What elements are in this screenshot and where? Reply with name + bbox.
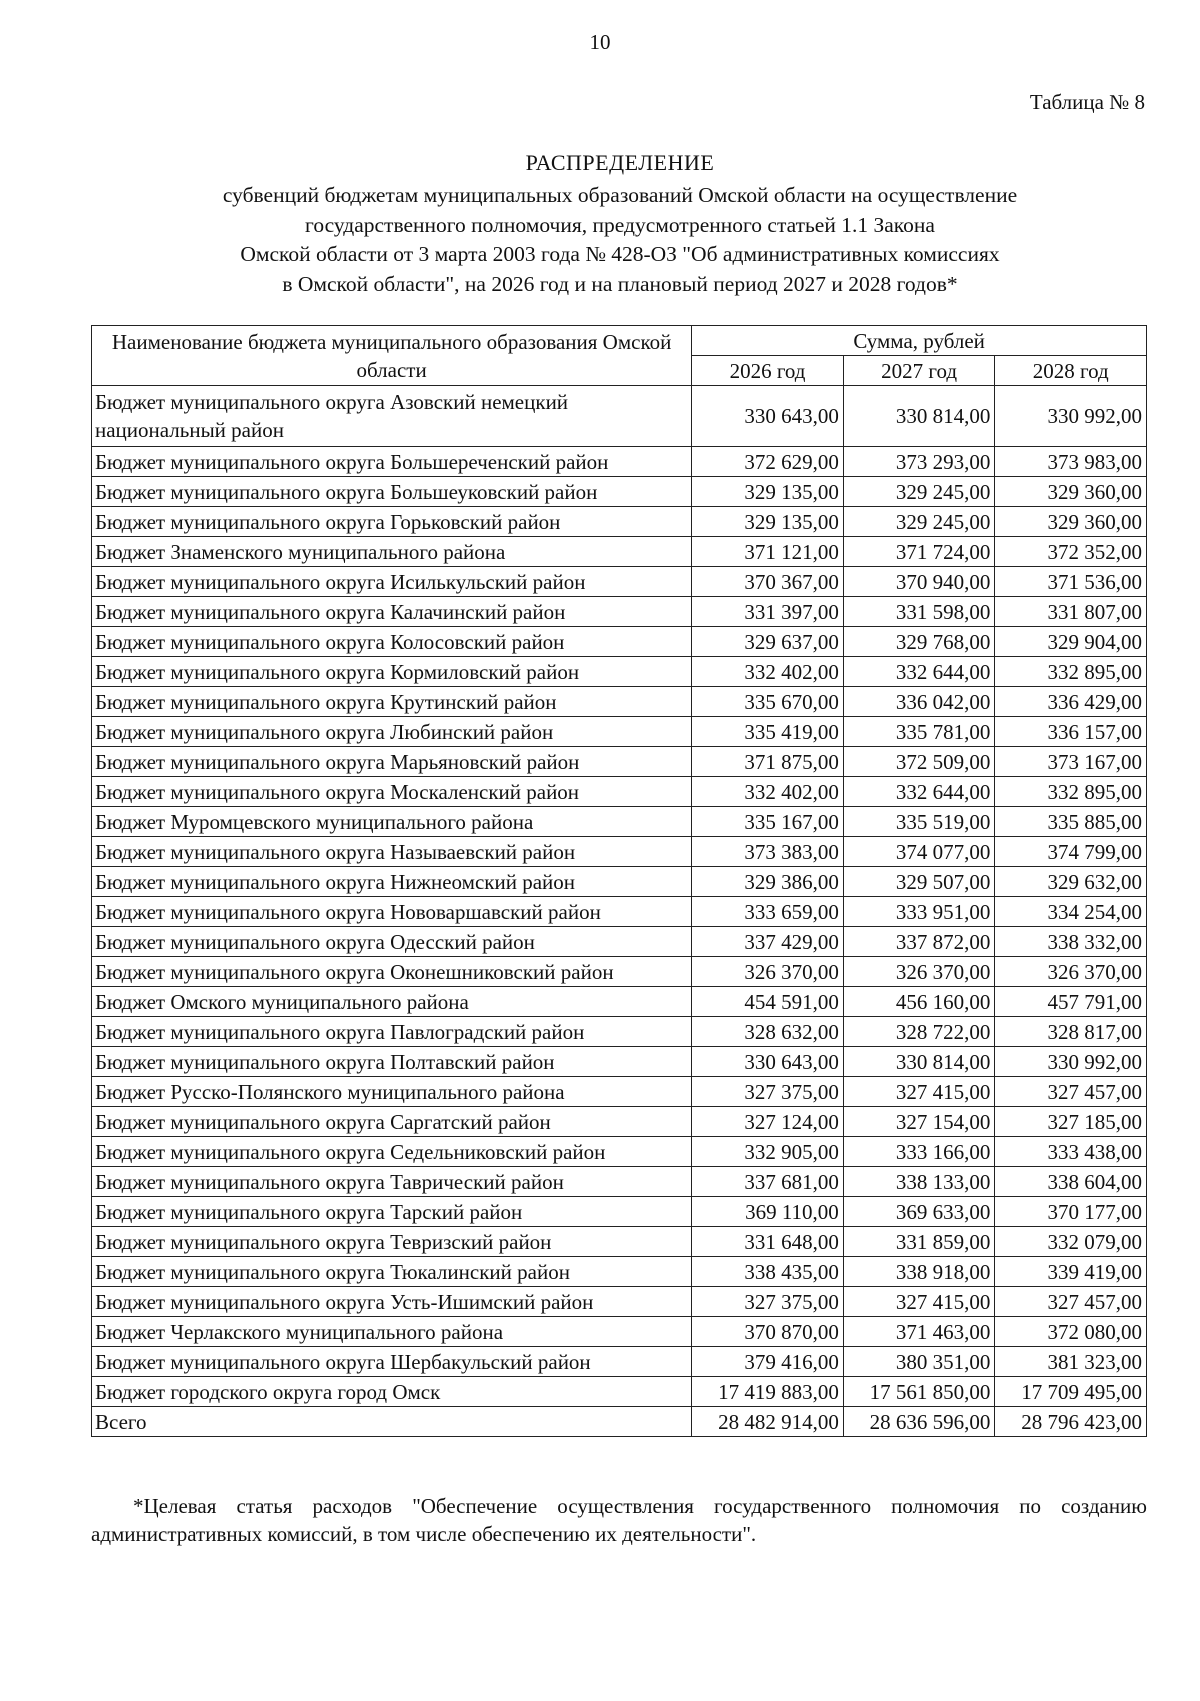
subvention-table — [91, 325, 1147, 1437]
budget-name-cell: Бюджет муниципального округа Усть-Ишимский район — [92, 1287, 692, 1317]
budget-name-cell: Бюджет муниципального округа Любинский район — [92, 717, 692, 747]
budget-name-cell: Бюджет муниципального округа Калачинский район — [92, 597, 692, 627]
page-number: 10 — [589, 30, 611, 54]
amount-2027-cell: 327 415,00 — [843, 1287, 995, 1317]
budget-name-cell: Бюджет муниципального округа Шербакульский район — [92, 1347, 692, 1377]
amount-2028-cell: 329 360,00 — [995, 477, 1147, 507]
amount-2028-cell: 372 080,00 — [995, 1317, 1147, 1347]
amount-2027-cell: 333 951,00 — [843, 897, 995, 927]
amount-2026-cell: 330 643,00 — [692, 1047, 844, 1077]
header-year-2028: 2028 год — [995, 356, 1147, 386]
amount-2028-cell: 326 370,00 — [995, 957, 1147, 987]
amount-2027-cell: 329 245,00 — [843, 477, 995, 507]
amount-2027-cell: 373 293,00 — [843, 447, 995, 477]
amount-2028-cell: 338 332,00 — [995, 927, 1147, 957]
amount-2028-cell: 370 177,00 — [995, 1197, 1147, 1227]
amount-2028-cell: 335 885,00 — [995, 807, 1147, 837]
budget-name-cell: Бюджет муниципального округа Москаленский район — [92, 777, 692, 807]
amount-2028-cell: 374 799,00 — [995, 837, 1147, 867]
budget-name-cell: Бюджет муниципального округа Колосовский район — [92, 627, 692, 657]
budget-name-cell: Бюджет муниципального округа Называевский район — [92, 837, 692, 867]
amount-2027-cell: 327 154,00 — [843, 1107, 995, 1137]
amount-2028-cell: 330 992,00 — [995, 1047, 1147, 1077]
amount-2027-cell: 336 042,00 — [843, 687, 995, 717]
table-row — [92, 627, 1147, 657]
budget-name-cell: Бюджет муниципального округа Седельниковский район — [92, 1137, 692, 1167]
amount-2026-cell: 369 110,00 — [692, 1197, 844, 1227]
budget-name-cell: Бюджет муниципального округа Павлоградский район — [92, 1017, 692, 1047]
budget-name-cell: Бюджет Омского муниципального района — [92, 987, 692, 1017]
amount-2026-cell: 337 429,00 — [692, 927, 844, 957]
table-row — [92, 1377, 1147, 1407]
table-row — [92, 777, 1147, 807]
amount-2027-cell: 332 644,00 — [843, 657, 995, 687]
amount-2026-cell: 328 632,00 — [692, 1017, 844, 1047]
document-subtitle — [150, 181, 1090, 299]
budget-name-cell: Всего — [92, 1407, 692, 1437]
table-row — [92, 567, 1147, 597]
table-row — [92, 687, 1147, 717]
table-row — [92, 1137, 1147, 1167]
amount-2028-cell: 329 360,00 — [995, 507, 1147, 537]
amount-2028-cell: 373 167,00 — [995, 747, 1147, 777]
amount-2026-cell: 371 121,00 — [692, 537, 844, 567]
amount-2026-cell: 337 681,00 — [692, 1167, 844, 1197]
table-row — [92, 1167, 1147, 1197]
budget-name-cell: Бюджет муниципального округа Тарский район — [92, 1197, 692, 1227]
subtitle-line: в Омской области", на 2026 год и на плановый период 2027 и 2028 годов* — [282, 271, 958, 296]
amount-2026-cell: 372 629,00 — [692, 447, 844, 477]
budget-name-cell: Бюджет муниципального округа Тевризский район — [92, 1227, 692, 1257]
table-row — [92, 957, 1147, 987]
amount-2027-cell: 337 872,00 — [843, 927, 995, 957]
table-row — [92, 657, 1147, 687]
table-row — [92, 1227, 1147, 1257]
budget-name-cell: Бюджет муниципального округа Большереченский район — [92, 447, 692, 477]
table-row — [92, 537, 1147, 567]
amount-2027-cell: 335 781,00 — [843, 717, 995, 747]
subtitle-line: государственного полномочия, предусмотренного статьей 1.1 Закона — [305, 212, 935, 237]
amount-2027-cell: 333 166,00 — [843, 1137, 995, 1167]
amount-2028-cell: 371 536,00 — [995, 567, 1147, 597]
amount-2027-cell: 371 463,00 — [843, 1317, 995, 1347]
amount-2028-cell: 381 323,00 — [995, 1347, 1147, 1377]
amount-2026-cell: 332 402,00 — [692, 657, 844, 687]
amount-2028-cell: 327 457,00 — [995, 1077, 1147, 1107]
amount-2027-cell: 374 077,00 — [843, 837, 995, 867]
table-row — [92, 447, 1147, 477]
table-row — [92, 1317, 1147, 1347]
amount-2027-cell: 335 519,00 — [843, 807, 995, 837]
budget-name-cell: Бюджет муниципального округа Оконешниковский район — [92, 957, 692, 987]
table-row — [92, 807, 1147, 837]
amount-2027-cell: 327 415,00 — [843, 1077, 995, 1107]
amount-2027-cell: 369 633,00 — [843, 1197, 995, 1227]
amount-2027-cell: 329 768,00 — [843, 627, 995, 657]
budget-name-cell: Бюджет городского округа город Омск — [92, 1377, 692, 1407]
budget-name-cell: Бюджет Черлакского муниципального района — [92, 1317, 692, 1347]
table-row — [92, 1257, 1147, 1287]
budget-name-cell: Бюджет муниципального округа Крутинский район — [92, 687, 692, 717]
amount-2028-cell: 372 352,00 — [995, 537, 1147, 567]
amount-2026-cell: 338 435,00 — [692, 1257, 844, 1287]
header-sum: Сумма, рублей — [692, 326, 1147, 356]
amount-2026-cell: 329 135,00 — [692, 507, 844, 537]
amount-2026-cell: 329 135,00 — [692, 477, 844, 507]
amount-2028-cell: 327 457,00 — [995, 1287, 1147, 1317]
amount-2026-cell: 331 397,00 — [692, 597, 844, 627]
amount-2027-cell: 370 940,00 — [843, 567, 995, 597]
amount-2026-cell: 370 870,00 — [692, 1317, 844, 1347]
table-row — [92, 1017, 1147, 1047]
budget-name-cell: Бюджет муниципального округа Таврический район — [92, 1167, 692, 1197]
header-year-2027: 2027 год — [843, 356, 995, 386]
amount-2028-cell: 332 079,00 — [995, 1227, 1147, 1257]
amount-2028-cell: 332 895,00 — [995, 777, 1147, 807]
amount-2026-cell: 330 643,00 — [692, 386, 844, 447]
amount-2026-cell: 335 167,00 — [692, 807, 844, 837]
amount-2027-cell: 338 133,00 — [843, 1167, 995, 1197]
amount-2027-cell: 17 561 850,00 — [843, 1377, 995, 1407]
subtitle-line: Омской области от 3 марта 2003 года № 428-ОЗ "Об административных комиссиях — [240, 242, 1000, 266]
amount-2028-cell: 329 632,00 — [995, 867, 1147, 897]
budget-name-cell: Бюджет муниципального округа Азовский немецкий национальный район — [92, 386, 692, 447]
amount-2027-cell: 372 509,00 — [843, 747, 995, 777]
budget-name-cell: Бюджет Муромцевского муниципального района — [92, 807, 692, 837]
table-label: Таблица № 8 — [1029, 90, 1145, 114]
budget-name-cell: Бюджет муниципального округа Марьяновский район — [92, 747, 692, 777]
budget-name-cell: Бюджет муниципального округа Кормиловский район — [92, 657, 692, 687]
amount-2027-cell: 330 814,00 — [843, 1047, 995, 1077]
budget-name-cell: Бюджет муниципального округа Исилькульский район — [92, 567, 692, 597]
table-row — [92, 597, 1147, 627]
budget-name-cell: Бюджет муниципального округа Тюкалинский район — [92, 1257, 692, 1287]
table-row — [92, 927, 1147, 957]
table-row — [92, 1047, 1147, 1077]
table-row — [92, 1287, 1147, 1317]
header-budget-name: Наименование бюджета муниципального образования Омской области — [92, 326, 692, 386]
amount-2027-cell: 329 245,00 — [843, 507, 995, 537]
amount-2028-cell: 17 709 495,00 — [995, 1377, 1147, 1407]
budget-name-cell: Бюджет муниципального округа Одесский район — [92, 927, 692, 957]
amount-2028-cell: 330 992,00 — [995, 386, 1147, 447]
header-year-2026: 2026 год — [692, 356, 844, 386]
table-row — [92, 987, 1147, 1017]
subtitle-line: субвенций бюджетам муниципальных образований Омской области на осуществление — [222, 183, 1018, 207]
amount-2026-cell: 373 383,00 — [692, 837, 844, 867]
table-row — [92, 386, 1147, 447]
amount-2026-cell: 371 875,00 — [692, 747, 844, 777]
amount-2026-cell: 333 659,00 — [692, 897, 844, 927]
amount-2026-cell: 379 416,00 — [692, 1347, 844, 1377]
table-row — [92, 1107, 1147, 1137]
amount-2028-cell: 333 438,00 — [995, 1137, 1147, 1167]
amount-2027-cell: 28 636 596,00 — [843, 1407, 995, 1437]
amount-2028-cell: 373 983,00 — [995, 447, 1147, 477]
table-body — [92, 386, 1147, 1437]
budget-name-cell: Бюджет муниципального округа Полтавский район — [92, 1047, 692, 1077]
amount-2026-cell: 329 637,00 — [692, 627, 844, 657]
amount-2027-cell: 332 644,00 — [843, 777, 995, 807]
amount-2026-cell: 332 402,00 — [692, 777, 844, 807]
budget-name-cell: Бюджет муниципального округа Нововаршавский район — [92, 897, 692, 927]
total-row — [92, 1407, 1147, 1437]
table-row — [92, 717, 1147, 747]
budget-name-cell: Бюджет муниципального округа Большеуковский район — [92, 477, 692, 507]
amount-2027-cell: 338 918,00 — [843, 1257, 995, 1287]
amount-2028-cell: 338 604,00 — [995, 1167, 1147, 1197]
amount-2026-cell: 327 375,00 — [692, 1287, 844, 1317]
amount-2026-cell: 454 591,00 — [692, 987, 844, 1017]
amount-2028-cell: 331 807,00 — [995, 597, 1147, 627]
amount-2027-cell: 371 724,00 — [843, 537, 995, 567]
budget-name-cell: Бюджет Знаменского муниципального района — [92, 537, 692, 567]
amount-2027-cell: 330 814,00 — [843, 386, 995, 447]
amount-2028-cell: 339 419,00 — [995, 1257, 1147, 1287]
amount-2026-cell: 329 386,00 — [692, 867, 844, 897]
amount-2027-cell: 328 722,00 — [843, 1017, 995, 1047]
amount-2026-cell: 327 375,00 — [692, 1077, 844, 1107]
document-title: РАСПРЕДЕЛЕНИЕ — [525, 150, 715, 175]
amount-2026-cell: 370 367,00 — [692, 567, 844, 597]
table-row — [92, 897, 1147, 927]
amount-2028-cell: 457 791,00 — [995, 987, 1147, 1017]
table-row — [92, 1077, 1147, 1107]
amount-2028-cell: 336 429,00 — [995, 687, 1147, 717]
amount-2027-cell: 326 370,00 — [843, 957, 995, 987]
table-row — [92, 477, 1147, 507]
amount-2028-cell: 336 157,00 — [995, 717, 1147, 747]
amount-2028-cell: 327 185,00 — [995, 1107, 1147, 1137]
amount-2028-cell: 329 904,00 — [995, 627, 1147, 657]
table-row — [92, 867, 1147, 897]
amount-2026-cell: 331 648,00 — [692, 1227, 844, 1257]
amount-2026-cell: 332 905,00 — [692, 1137, 844, 1167]
amount-2026-cell: 335 419,00 — [692, 717, 844, 747]
amount-2028-cell: 328 817,00 — [995, 1017, 1147, 1047]
amount-2027-cell: 331 598,00 — [843, 597, 995, 627]
amount-2026-cell: 335 670,00 — [692, 687, 844, 717]
amount-2026-cell: 17 419 883,00 — [692, 1377, 844, 1407]
budget-name-cell: Бюджет Русско-Полянского муниципального района — [92, 1077, 692, 1107]
table-row — [92, 747, 1147, 777]
footnote: *Целевая статья расходов "Обеспечение осуществления государственного полномочия по созданию административных комиссий, в том числе обеспечению их деятельности". — [91, 1494, 1147, 1546]
table-row — [92, 1347, 1147, 1377]
amount-2028-cell: 28 796 423,00 — [995, 1407, 1147, 1437]
amount-2027-cell: 331 859,00 — [843, 1227, 995, 1257]
amount-2026-cell: 326 370,00 — [692, 957, 844, 987]
budget-name-cell: Бюджет муниципального округа Саргатский район — [92, 1107, 692, 1137]
budget-name-cell: Бюджет муниципального округа Нижнеомский район — [92, 867, 692, 897]
amount-2027-cell: 456 160,00 — [843, 987, 995, 1017]
amount-2027-cell: 380 351,00 — [843, 1347, 995, 1377]
table-row — [92, 837, 1147, 867]
table-row — [92, 507, 1147, 537]
amount-2027-cell: 329 507,00 — [843, 867, 995, 897]
table-row — [92, 1197, 1147, 1227]
amount-2028-cell: 332 895,00 — [995, 657, 1147, 687]
amount-2026-cell: 28 482 914,00 — [692, 1407, 844, 1437]
budget-name-cell: Бюджет муниципального округа Горьковский район — [92, 507, 692, 537]
amount-2026-cell: 327 124,00 — [692, 1107, 844, 1137]
amount-2028-cell: 334 254,00 — [995, 897, 1147, 927]
